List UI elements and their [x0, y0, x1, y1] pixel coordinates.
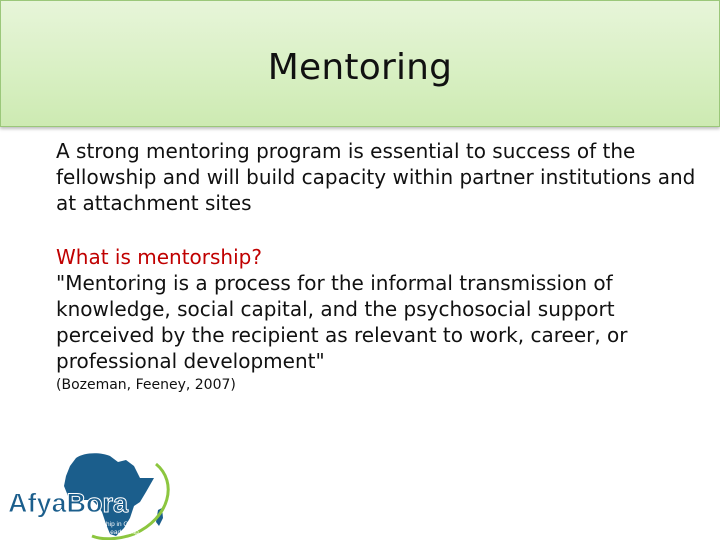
mentoring-definition-quote: "Mentoring is a process for the informal transmission of knowledge, social capital, and the psychosocial support perceived by the recipient as relevant to work, career, or professional development" — [56, 271, 628, 373]
title-banner — [0, 0, 720, 127]
citation: (Bozeman, Feeney, 2007) — [56, 377, 236, 393]
mentorship-question: What is mentorship? — [56, 245, 262, 269]
paragraph-gap — [56, 216, 696, 244]
slide-title: Mentoring — [267, 47, 453, 88]
intro-paragraph: A strong mentoring program is essential to success of the fellowship and will build capacity within partner institutions and at attachment sites — [56, 139, 696, 215]
logo-wordmark: AfyaBora — [8, 488, 129, 518]
logo-tagline-1: Fellowship in Global — [84, 521, 143, 528]
slide-body — [56, 138, 696, 394]
logo-tagline-2: Health Leadership — [86, 529, 139, 536]
afyabora-logo — [6, 448, 176, 540]
